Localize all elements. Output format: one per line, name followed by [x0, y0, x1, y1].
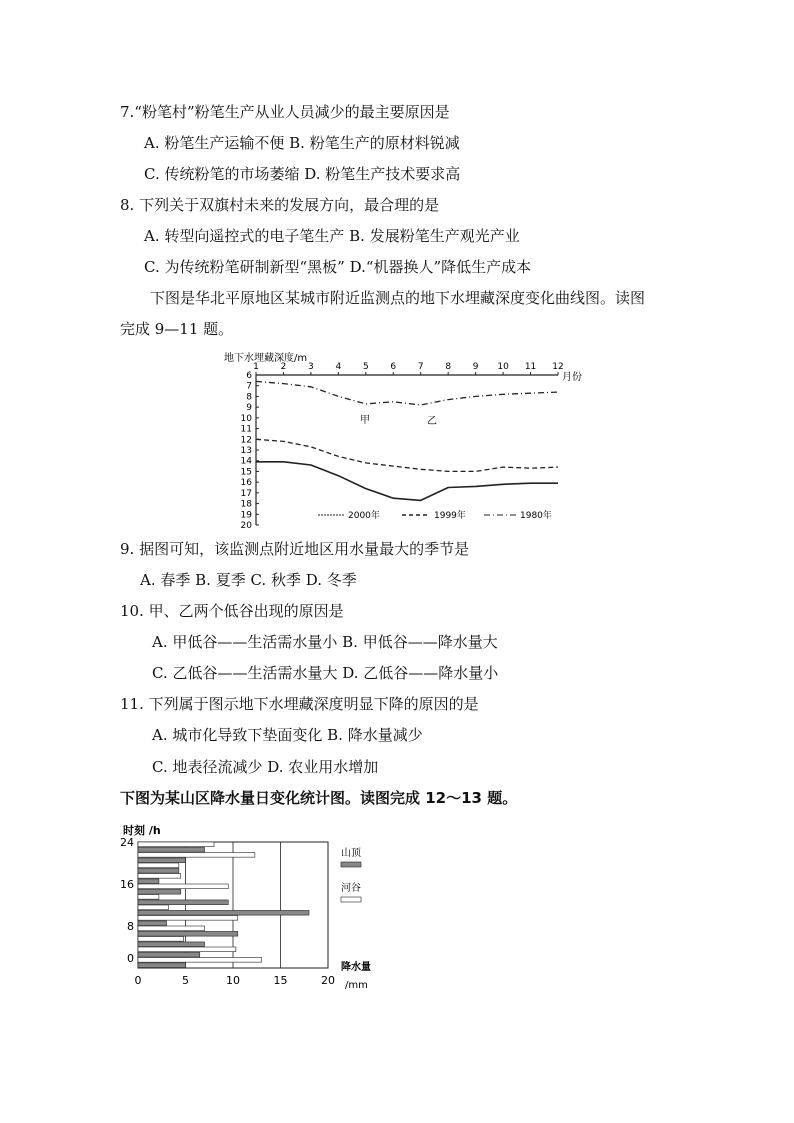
- chart2-bar-valley: [138, 863, 179, 868]
- chart2-bar-valley: [138, 905, 168, 910]
- q11-options-cd: C. 地表径流减少 D. 农业用水增加: [152, 758, 379, 776]
- chart1-xlabel: 月份: [562, 372, 582, 383]
- chart1-legend-1999: 1999年: [434, 511, 466, 521]
- chart2-xtick-label: 15: [273, 974, 288, 987]
- chart2-bar-valley: [138, 958, 262, 963]
- chart1-legend-2000: 2000年: [348, 511, 380, 521]
- q8-options-cd: C. 为传统粉笔研制新型“黑板” D.“机器换人”降低生产成本: [144, 258, 532, 276]
- chart1-ytick-label: 10: [240, 413, 252, 424]
- chart1-ytick-label: 6: [246, 371, 252, 381]
- chart1-xtick-label: 9: [472, 362, 479, 372]
- chart2-bar-summit: [138, 942, 205, 947]
- chart2-legend-summit: 山顶: [341, 848, 361, 859]
- chart2-xtick-label: 5: [182, 974, 189, 987]
- q8-stem: 8. 下列关于双旗村未来的发展方向，最合理的是: [120, 196, 440, 214]
- chart1-xtick-label: 6: [390, 362, 397, 372]
- chart1-xtick-label: 3: [308, 362, 314, 372]
- q10-options-ab: A. 甲低谷——生活需水量小 B. 甲低谷——降水量大: [152, 633, 498, 651]
- chart2-bar-valley: [138, 926, 205, 931]
- chart1-ytick-label: 19: [240, 510, 252, 521]
- chart2-bar-summit: [138, 868, 179, 873]
- q7-options-cd: C. 传统粉笔的市场萎缩 D. 粉笔生产技术要求高: [144, 165, 461, 183]
- precipitation-chart: [115, 818, 390, 998]
- chart2-bar-valley: [138, 842, 214, 847]
- chart2-bar-summit: [138, 889, 181, 894]
- chart1-ytick-label: 14: [240, 456, 252, 467]
- intro-9-11-line1: 下图是华北平原地区某城市附近监测点的地下水埋藏深度变化曲线图。读图: [150, 289, 646, 307]
- intro-12-13: 下图为某山区降水量日变化统计图。读图完成 12～13 题。: [120, 789, 518, 807]
- chart1-ytick-label: 18: [240, 499, 252, 510]
- q10-options-cd: C. 乙低谷——生活需水量大 D. 乙低谷——降水量小: [152, 664, 499, 682]
- chart2-bar-summit: [138, 879, 159, 884]
- chart1-ytick-label: 20: [240, 521, 252, 530]
- q7-options-ab: A. 粉笔生产运输不便 B. 粉笔生产的原材料锐减: [144, 134, 460, 152]
- chart1-series-1980年: [256, 381, 558, 405]
- chart2-bar-valley: [138, 853, 255, 858]
- q11-stem: 11. 下列属于图示地下水埋藏深度明显下降的原因的是: [120, 695, 479, 713]
- q11-options-ab: A. 城市化导致下垫面变化 B. 降水量减少: [152, 726, 423, 744]
- chart1-ylabel: 地下水埋藏深度/m: [224, 353, 308, 364]
- chart2-ytick-label: 8: [127, 920, 134, 933]
- chart2-bar-summit: [138, 921, 167, 926]
- chart1-ytick-label: 15: [240, 467, 252, 478]
- intro-9-11-line2: 完成 9—11 题。: [120, 320, 234, 338]
- chart2-bar-valley: [138, 874, 181, 879]
- chart1-ytick-label: 16: [240, 478, 252, 489]
- chart2-xtick-label: 0: [134, 974, 142, 987]
- chart1-ytick-label: 9: [246, 403, 252, 414]
- chart2-ytick-label: 0: [127, 952, 134, 965]
- chart2-bar-valley: [138, 937, 184, 942]
- chart1-xtick-label: 1: [253, 362, 259, 372]
- q9-stem: 9. 据图可知，该监测点附近地区用水量最大的季节是: [120, 540, 470, 558]
- chart2-bar-valley: [138, 947, 236, 952]
- chart2-legend-valley: 河谷: [341, 883, 361, 894]
- chart1-xtick-label: 7: [417, 362, 424, 372]
- chart2-legend-valley-swatch: [341, 897, 361, 902]
- chart2-ytick-label: 16: [120, 878, 134, 891]
- chart2-legend-summit-swatch: [341, 862, 361, 867]
- chart1-xtick-label: 2: [280, 362, 287, 372]
- chart1-ytick-label: 11: [240, 424, 252, 435]
- chart2-ylabel: 时刻 /h: [123, 824, 161, 837]
- chart1-xtick-label: 12: [552, 362, 564, 372]
- chart2-bar-summit: [138, 900, 228, 905]
- chart1-xtick-label: 5: [362, 362, 369, 372]
- q9-options: A. 春季 B. 夏季 C. 秋季 D. 冬季: [140, 571, 357, 589]
- chart2-xlabel: 降水量: [341, 962, 371, 973]
- chart2-xunit: /mm: [345, 980, 368, 991]
- chart1-label-yi: 乙: [427, 416, 437, 427]
- chart1-ytick-label: 8: [246, 392, 252, 403]
- chart2-bar-valley: [138, 884, 228, 889]
- chart2-ytick-label: 24: [120, 836, 134, 849]
- q10-stem: 10. 甲、乙两个低谷出现的原因是: [120, 602, 344, 620]
- chart1-ytick-label: 17: [240, 488, 252, 499]
- chart2-bar-valley: [138, 895, 159, 900]
- chart2-bar-summit: [138, 910, 309, 915]
- chart2-bar-summit: [138, 931, 238, 936]
- chart1-legend-1980: 1980年: [520, 511, 552, 521]
- chart1-ytick-label: 7: [246, 381, 252, 392]
- chart1-ytick-label: 12: [240, 435, 252, 446]
- q7-stem: 7.“粉笔村”粉笔生产从业人员减少的最主要原因是: [120, 103, 450, 121]
- chart1-label-jia: 甲: [360, 415, 370, 426]
- chart1-ytick-label: 13: [240, 446, 252, 456]
- groundwater-depth-chart: [218, 345, 588, 530]
- chart2-bar-valley: [138, 916, 238, 921]
- chart2-bar-summit: [138, 952, 200, 957]
- chart1-xtick-label: 10: [497, 362, 509, 372]
- chart1-series-1999年: [256, 439, 558, 471]
- q8-options-ab: A. 转型向遥控式的电子笔生产 B. 发展粉笔生产观光产业: [144, 227, 520, 245]
- chart2-bar-summit: [138, 847, 205, 852]
- chart2-bar-summit: [138, 858, 186, 863]
- chart2-xtick-label: 20: [321, 974, 335, 987]
- chart1-xtick-label: 4: [335, 362, 342, 372]
- chart1-xtick-label: 11: [524, 362, 537, 372]
- chart2-xtick-label: 10: [226, 974, 240, 987]
- chart1-xtick-label: 8: [445, 362, 452, 372]
- chart2-bar-summit: [138, 963, 186, 968]
